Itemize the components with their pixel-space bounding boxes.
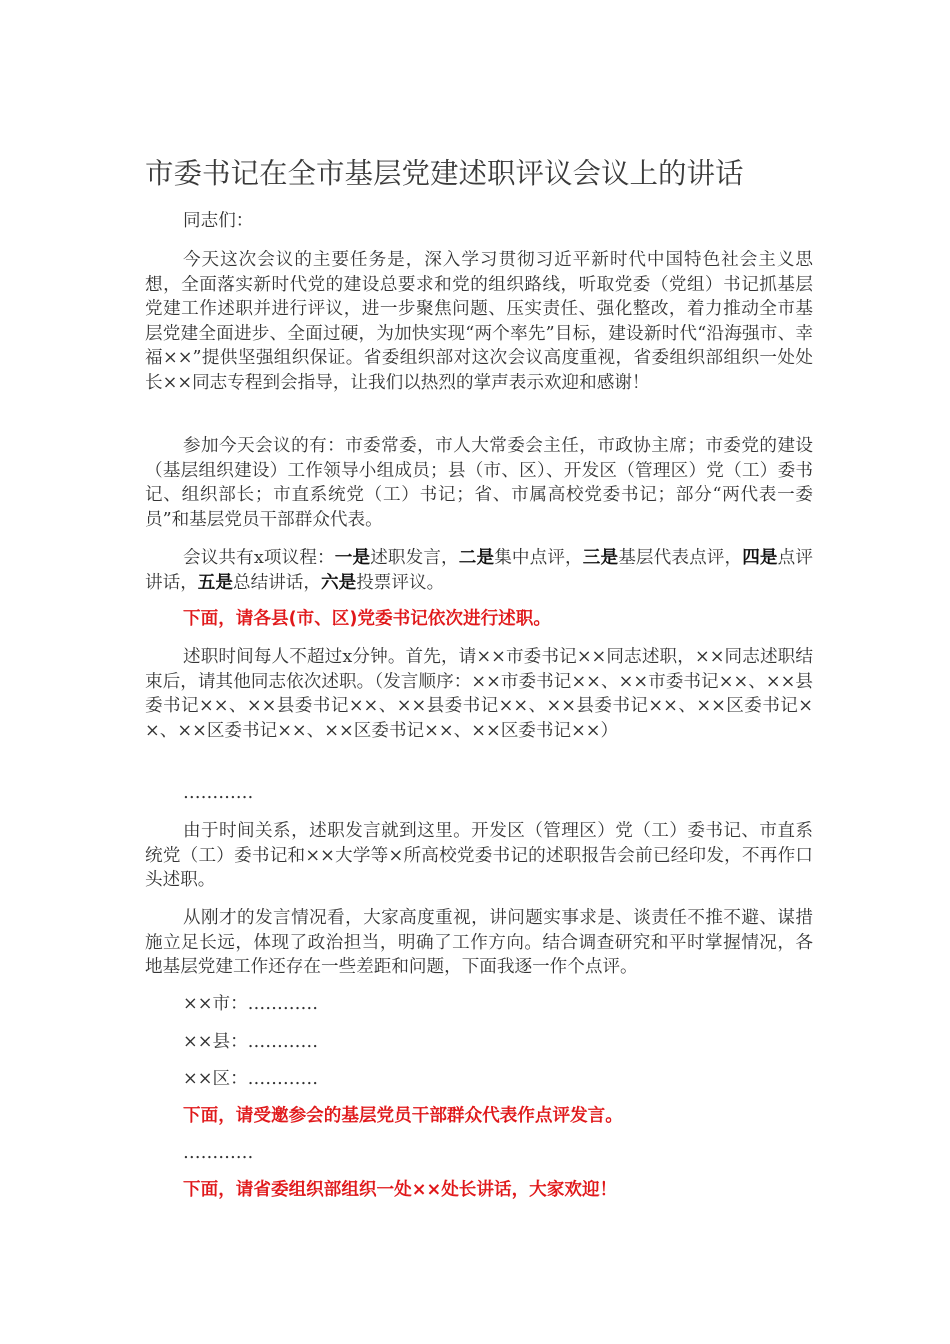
instruction-reporting: 下面，请各县(市、区)党委书记依次进行述职。 <box>183 609 551 629</box>
agenda-item-4-label: 四是 <box>742 547 778 568</box>
ellipsis-1: ………… <box>183 783 254 803</box>
comment-county: ××县：………… <box>183 1032 319 1052</box>
paragraph-reporting-order: 述职时间每人不超过x分钟。首先，请××市委书记××同志述职，××同志述职结束后，请其他同志依次述职。（发言顺序：××市委书记××、××市委书记××、××县委书记××、××县委书记××、××县委书记××、××县委书记××、××区委书记××、××区委书记××、××区委书记××、××区委书记××） <box>145 647 813 741</box>
paragraph-time: 由于时间关系，述职发言就到这里。开发区（管理区）党（工）委书记、市直系统党（工）委书记和××大学等×所高校党委书记的述职报告会前已经印发，不再作口头述职。 <box>145 821 813 891</box>
agenda-item-4-text: 点评讲话， <box>145 548 813 593</box>
paragraph-attendees: 参加今天会议的有：市委常委，市人大常委会主任，市政协主席；市委党的建设（基层组织建设）工作领导小组成员；县（市、区）、开发区（管理区）党（工）委书记、组织部长；市直系统党（工）书记；省、市属高校党委书记；部分“两代表一委员”和基层党员干部群众代表。 <box>145 436 813 530</box>
ellipsis-2: ………… <box>183 1143 254 1163</box>
agenda-item-6-text: 投票评议。 <box>356 572 445 593</box>
agenda-item-3-text: 基层代表点评， <box>618 548 743 568</box>
instruction-representatives: 下面，请受邀参会的基层党员干部群众代表作点评发言。 <box>183 1106 623 1126</box>
salutation: 同志们： <box>183 211 254 231</box>
agenda-intro: 会议共有x项议程： <box>183 548 335 568</box>
instruction-director-speech: 下面，请省委组织部组织一处××处长讲话，大家欢迎！ <box>183 1180 618 1200</box>
document-title: 市委书记在全市基层党建述职评议会议上的讲话 <box>145 157 744 190</box>
agenda-item-1-label: 一是 <box>334 547 371 568</box>
agenda-item-3-label: 三是 <box>582 547 619 568</box>
agenda-item-2-text: 集中点评， <box>494 548 583 568</box>
agenda-item-1-text: 述职发言， <box>370 548 459 568</box>
agenda-item-6-label: 六是 <box>320 571 357 593</box>
agenda-item-2-label: 二是 <box>458 547 495 568</box>
comment-district: ××区：………… <box>183 1069 319 1089</box>
paragraph-review: 从刚才的发言情况看，大家高度重视，讲问题实事求是、谈责任不推不避、谋措施立足长远，体现了政治担当，明确了工作方向。结合调查研究和平时掌握情况，各地基层党建工作还存在一些差距和问题，下面我逐一作个点评。 <box>145 908 813 978</box>
comment-city: ××市：………… <box>183 994 319 1014</box>
paragraph-intro: 今天这次会议的主要任务是，深入学习贯彻习近平新时代中国特色社会主义思想，全面落实新时代党的建设总要求和党的组织路线，听取党委（党组）书记抓基层党建工作述职并进行评议，进一步聚焦问题、压实责任、强化整改，着力推动全市基层党建全面进步、全面过硬，为加快实现“两个率先”目标，建设新时代“沿海强市、幸福××”提供坚强组织保证。省委组织部对这次会议高度重视，省委组织部组织一处处长××同志专程到会指导，让我们以热烈的掌声表示欢迎和感谢！ <box>145 250 813 393</box>
agenda-item-5-text: 总结讲话， <box>233 572 321 593</box>
agenda-item-5-label: 五是 <box>197 571 233 593</box>
paragraph-agenda <box>145 546 813 595</box>
